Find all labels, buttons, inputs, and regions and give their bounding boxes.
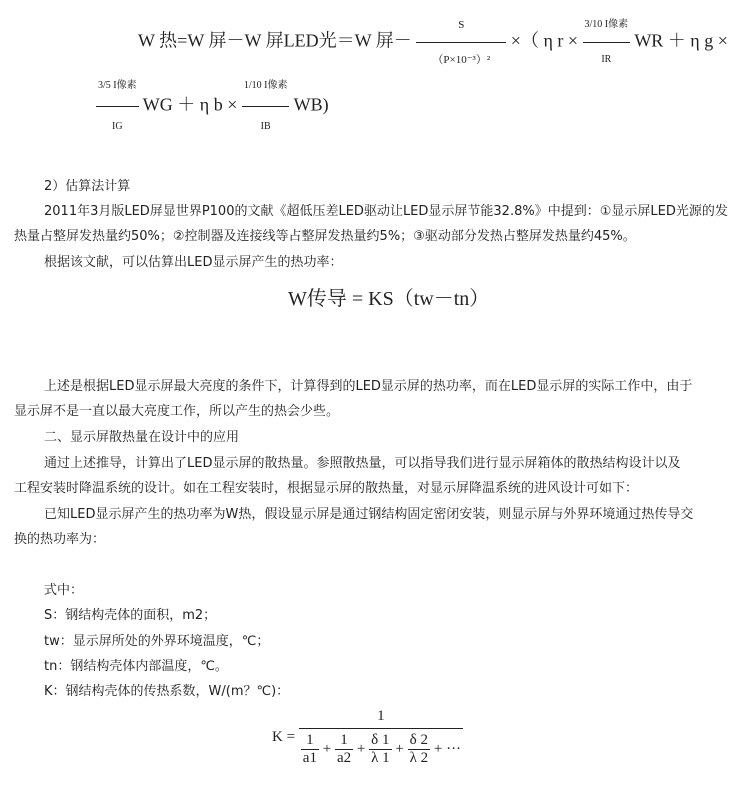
paragraph-2: 根据该文献，可以估算出LED显示屏产生的热功率： — [44, 255, 343, 270]
definition-tw: tw：显示屏所处的外界环境温度，℃； — [44, 634, 270, 649]
where-label: 式中： — [44, 583, 84, 598]
equation-2-fraction-b: $\frac{\text{1/10 I像素}}{IB}$ — [242, 66, 290, 147]
definition-tn: tn：钢结构壳体内部温度，℃。 — [44, 659, 228, 674]
k-term-2: $\frac{1}{a2}$ — [336, 732, 352, 766]
k-formula-main-fraction: 1 $\frac{1}{a1}$ + $\frac{1}{a2}$ + $\frac{\delta 1}{\lambda 1}$ + $\frac{\delta 2}{\lambda 2}$ + ··· — [299, 708, 463, 767]
equation-1-lhs: W 热=W 屏－W 屏LED光＝W 屏－ — [138, 30, 412, 51]
equation-1-tail: ×（ η r × — [510, 30, 579, 51]
paragraph-1-line-2: 热量占整屏发热量约50%；②控制器及连接线等占整屏发热量约5%；③驱动部分发热占整屏发热量约45%。 — [14, 229, 636, 244]
k-term-1: $\frac{1}{a1}$ — [302, 732, 317, 766]
paragraph-5-line-2: 换的热功率为： — [14, 532, 106, 547]
conduction-formula: W传导 = KS（tw－tn） — [288, 288, 490, 310]
k-formula — [272, 708, 463, 767]
equation-2-mid: WG ＋ η b × — [142, 94, 238, 115]
definition-k: K：钢结构壳体的传热系数，W/(m？℃)： — [44, 684, 290, 699]
equation-2-fraction-g: $\frac{\text{3/5 I像素}}{IG}$ — [96, 66, 139, 147]
paragraph-4-line-2: 工程安装时降温系统的设计。如在工程安装时，根据显示屏的散热量，对显示屏降温系统的进风设计可如下： — [14, 481, 639, 496]
definition-s: S：钢结构壳体的面积，m2； — [44, 608, 217, 623]
paragraph-5-line-1: 已知LED显示屏产生的热功率为W热，假设显示屏是通过钢结构固定密闭安装，则显示屏与外界环境通过热传导交 — [44, 507, 694, 522]
paragraph-3-line-1: 上述是根据LED显示屏最大亮度的条件下，计算得到的LED显示屏的热功率，而在LED显示屏的实际工作中，由于 — [44, 379, 693, 394]
equation-1-fraction-r: $\frac{\text{3/10 I像素}}{IR}$ — [583, 8, 631, 77]
section-heading-application: 二、显示屏散热量在设计中的应用 — [44, 430, 240, 445]
paragraph-3-line-2: 显示屏不是一直以最大亮度工作，所以产生的热会少些。 — [14, 404, 340, 419]
paragraph-1-line-1: 2011年3月版LED屏显世界P100的文献《超低压差LED驱动让LED显示屏节能32.8%》中提到：①显示屏LED光源的发 — [44, 204, 728, 219]
k-formula-lhs: K = — [272, 729, 296, 745]
equation-line-2 — [96, 66, 329, 147]
k-term-4: $\frac{\delta 2}{\lambda 2}$ — [409, 732, 429, 766]
paragraph-4-line-1: 通过上述推导，计算出了LED显示屏的散热量。参照散热量，可以指导我们进行显示屏箱体的散热结构设计以及 — [44, 456, 681, 471]
section-heading-estimate: 2）估算法计算 — [44, 179, 131, 194]
equation-2-end: WB) — [293, 94, 329, 115]
equation-1-end: WR ＋ η g × — [634, 30, 728, 51]
k-term-3: $\frac{\delta 1}{\lambda 1}$ — [371, 732, 390, 766]
equation-1-fraction: $\frac{S}{\text{（P×10⁻³）²}}$ — [416, 8, 506, 77]
